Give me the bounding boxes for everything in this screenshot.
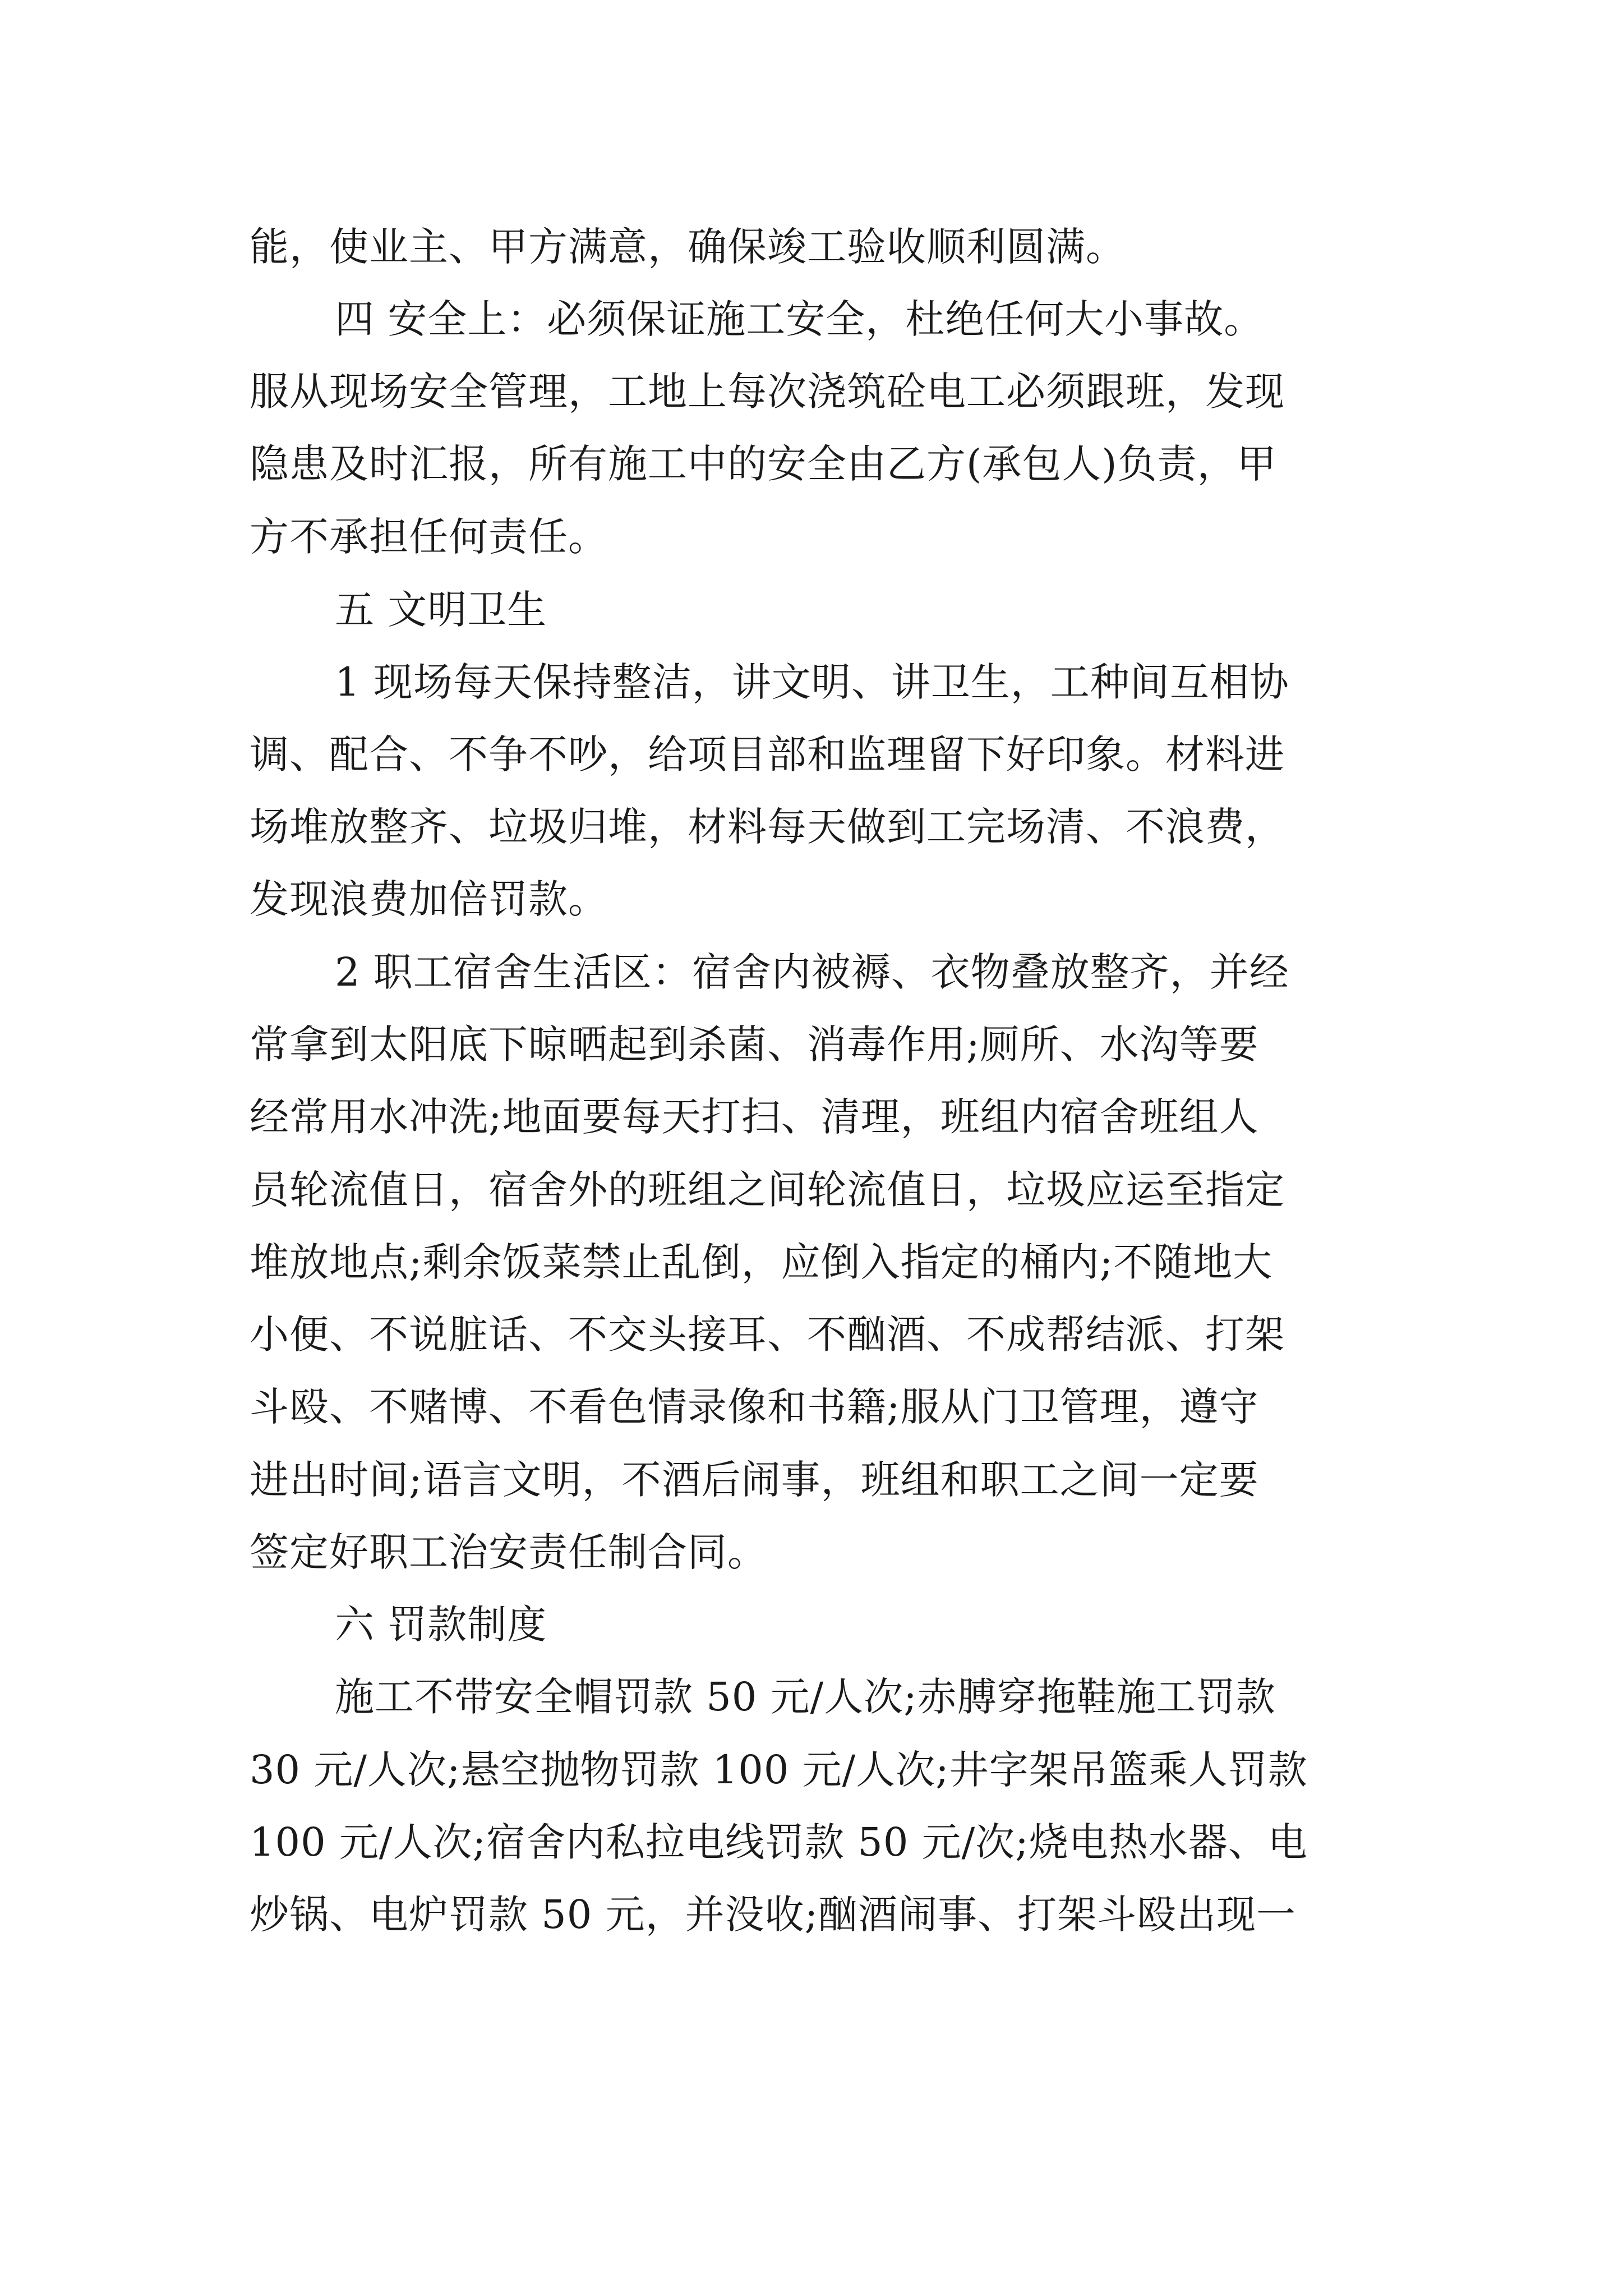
paragraph-line: 堆放地点;剩余饭菜禁止乱倒，应倒入指定的桶内;不随地大 xyxy=(250,1239,1273,1285)
paragraph-line: 常拿到太阳底下晾晒起到杀菌、消毒作用;厕所、水沟等要 xyxy=(250,1022,1259,1068)
paragraph-line: 能，使业主、甲方满意，确保竣工验收顺利圆满。 xyxy=(250,224,1126,270)
paragraph-line: 发现浪费加倍罚款。 xyxy=(250,876,608,922)
paragraph-line: 员轮流值日，宿舍外的班组之间轮流值日，垃圾应运至指定 xyxy=(250,1167,1285,1213)
paragraph-line: 方不承担任何责任。 xyxy=(250,514,608,560)
paragraph-line: 进出时间;语言文明，不酒后闹事，班组和职工之间一定要 xyxy=(250,1457,1259,1503)
paragraph-line: 隐患及时汇报，所有施工中的安全由乙方(承包人)负责，甲 xyxy=(250,441,1277,487)
paragraph-line: 调、配合、不争不吵，给项目部和监理留下好印象。材料进 xyxy=(250,731,1285,777)
section-heading-hygiene: 五 文明卫生 xyxy=(335,587,547,633)
paragraph-line: 2 职工宿舍生活区：宿舍内被褥、衣物叠放整齐，并经 xyxy=(335,949,1289,995)
paragraph-line: 小便、不说脏话、不交头接耳、不酗酒、不成帮结派、打架 xyxy=(250,1312,1285,1358)
paragraph-line: 场堆放整齐、垃圾归堆，材料每天做到工完场清、不浪费， xyxy=(250,804,1285,850)
paragraph-line: 炒锅、电炉罚款 50 元，并没收;酗酒闹事、打架斗殴出现一 xyxy=(250,1892,1297,1938)
paragraph-line: 100 元/人次;宿舍内私拉电线罚款 50 元/次;烧电热水器、电 xyxy=(250,1819,1308,1865)
paragraph-line: 服从现场安全管理，工地上每次浇筑砼电工必须跟班，发现 xyxy=(250,369,1285,415)
paragraph-line: 1 现场每天保持整洁，讲文明、讲卫生，工种间互相协 xyxy=(335,659,1289,705)
paragraph-line: 施工不带安全帽罚款 50 元/人次;赤膊穿拖鞋施工罚款 xyxy=(335,1674,1276,1720)
paragraph-line: 30 元/人次;悬空抛物罚款 100 元/人次;井字架吊篮乘人罚款 xyxy=(250,1747,1308,1793)
paragraph-line: 斗殴、不赌博、不看色情录像和书籍;服从门卫管理，遵守 xyxy=(250,1384,1259,1430)
paragraph-line: 签定好职工治安责任制合同。 xyxy=(250,1529,767,1575)
paragraph-line: 经常用水冲洗;地面要每天打扫、清理，班组内宿舍班组人 xyxy=(250,1094,1259,1140)
section-heading-safety: 四 安全上：必须保证施工安全，杜绝任何大小事故。 xyxy=(335,296,1264,342)
section-heading-penalty: 六 罚款制度 xyxy=(335,1602,547,1648)
